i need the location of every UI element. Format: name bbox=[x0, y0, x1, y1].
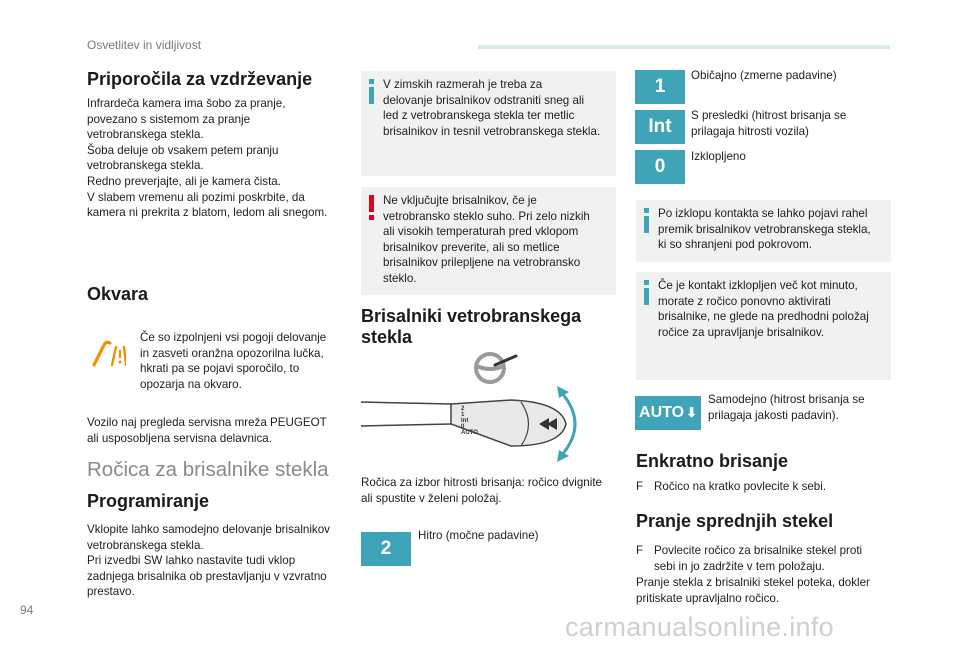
auto-badge-label: AUTO bbox=[639, 404, 685, 421]
stalk-label: 2 bbox=[461, 406, 465, 412]
speed-1-text: Običajno (zmerne padavine) bbox=[691, 69, 837, 82]
auto-text: Samodejno (hitrost brisanja se prilagaja jakosti padavin). bbox=[708, 393, 865, 422]
washer-item-text: Povlecite ročico za brisalnike stekel proti sebi in jo zadržite v tem položaju. bbox=[654, 544, 863, 573]
header-rule bbox=[478, 45, 890, 49]
maintenance-heading: Priporočila za vzdrževanje bbox=[87, 69, 313, 89]
bullet-arrow-icon: F bbox=[636, 480, 644, 493]
windscreen-wipers-heading: Brisalniki vetrobranskega stekla bbox=[361, 306, 582, 347]
info-icon bbox=[644, 280, 650, 306]
stalk-label: 0 bbox=[461, 424, 465, 430]
maintenance-text: Infrardeča kamera ima šobo za pranje, povezano s sistemom za pranje vetrobranskega stekla. Šoba deluje ob vsakem petem pranju vetrobranskega stekla. Redno preverjajte, ali je kamera čista. V slabem vremenu ali pozimi poskrbite, da kamera ni prekrita z blatom, ledom ali snegom. bbox=[87, 97, 328, 220]
service-text: Vozilo naj pregleda servisna mreža PEUGEOT ali usposobljena servisna delavnica. bbox=[87, 416, 327, 445]
dry-warning-text: Ne vključujte brisalnikov, če je vetrobransko steklo suho. Pri zelo nizkih ali visokih temperaturah pred vklopom brisalnikov preverite, ali so metlice brisalnikov prilepljene na vetrobransko steklo. bbox=[383, 194, 590, 285]
info-icon bbox=[644, 208, 650, 234]
stalk-label: AUTO bbox=[461, 430, 478, 436]
auto-badge bbox=[635, 396, 701, 430]
arrow-down-icon: ⬇ bbox=[686, 405, 697, 420]
dry-warning-box bbox=[361, 187, 616, 295]
fault-heading: Okvara bbox=[87, 284, 149, 304]
watermark: carmanualsonline.info bbox=[565, 612, 834, 642]
wiper-warning-icon bbox=[90, 335, 126, 371]
page-number: 94 bbox=[20, 603, 34, 617]
steering-wheel-icon bbox=[470, 348, 520, 388]
washer-heading: Pranje sprednjih stekel bbox=[636, 511, 834, 531]
section-header: Osvetlitev in vidljivost bbox=[87, 38, 202, 52]
speed-0-badge: 0 bbox=[635, 150, 685, 184]
speed-int-text: S presledki (hitrost brisanja se prilagaja hitrosti vozila) bbox=[691, 109, 847, 138]
single-wipe-text: Ročico na kratko povlecite k sebi. bbox=[654, 480, 827, 493]
reactivate-info-box bbox=[636, 272, 891, 380]
bullet-arrow-icon: F bbox=[636, 544, 644, 557]
washer-item bbox=[636, 543, 896, 574]
single-wipe-item bbox=[636, 479, 896, 495]
stalk-description: Ročica za izbor hitrosti brisanja: ročico dvignite ali spustite v želeni položaj. bbox=[361, 476, 602, 505]
warning-exclamation-icon bbox=[369, 195, 375, 221]
programming-text: Vklopite lahko samodejno delovanje brisalnikov vetrobranskega stekla. Pri izvedbi SW lahko nastavite tudi vklop zadnjega brisalnika ob prestavljanju v vzvratno prestavo. bbox=[87, 523, 330, 599]
winter-info-box bbox=[361, 71, 616, 176]
wiper-stalk-diagram bbox=[361, 384, 601, 464]
ignition-off-info-text: Po izklopu kontakta se lahko pojavi rahel premik brisalnikov vetrobranskega stekla, ki so shranjeni pod pokrovom. bbox=[658, 207, 871, 252]
ignition-off-info-box bbox=[636, 200, 891, 262]
stalk-position-labels bbox=[461, 406, 478, 436]
programming-heading: Programiranje bbox=[87, 491, 210, 511]
speed-0-text: Izklopljeno bbox=[691, 150, 746, 163]
single-wipe-heading: Enkratno brisanje bbox=[636, 451, 789, 471]
fault-text: Če so izpolnjeni vsi pogoji delovanje in zasveti oranžna opozorilna lučka, hkrati pa se pojavi sporočilo, to opozarja na okvaro. bbox=[140, 331, 327, 391]
stalk-label: 1 bbox=[461, 412, 465, 418]
wiper-stalk-section-title: Ročica za brisalnike stekla bbox=[87, 458, 329, 481]
speed-2-text: Hitro (močne padavine) bbox=[418, 529, 539, 542]
speed-int-badge: Int bbox=[635, 110, 685, 144]
washer-text: Pranje stekla z brisalniki stekel poteka, dokler pritiskate upravljalno ročico. bbox=[636, 576, 870, 605]
winter-info-text: V zimskih razmerah je treba za delovanje brisalnikov odstraniti sneg ali led z vetrobranskega stekla ter metlic brisalnikov in tesnil vetrobranskega stekla. bbox=[383, 78, 601, 138]
speed-2-badge: 2 bbox=[361, 532, 411, 566]
stalk-label: Int bbox=[461, 418, 469, 424]
speed-1-badge: 1 bbox=[635, 70, 685, 104]
reactivate-info-text: Če je kontakt izklopljen več kot minuto, morate z ročico ponovno aktivirati brisalnike, ne glede na predhodni položaj ročice za upravljanje brisalnikov. bbox=[658, 279, 869, 339]
info-icon bbox=[369, 79, 375, 105]
